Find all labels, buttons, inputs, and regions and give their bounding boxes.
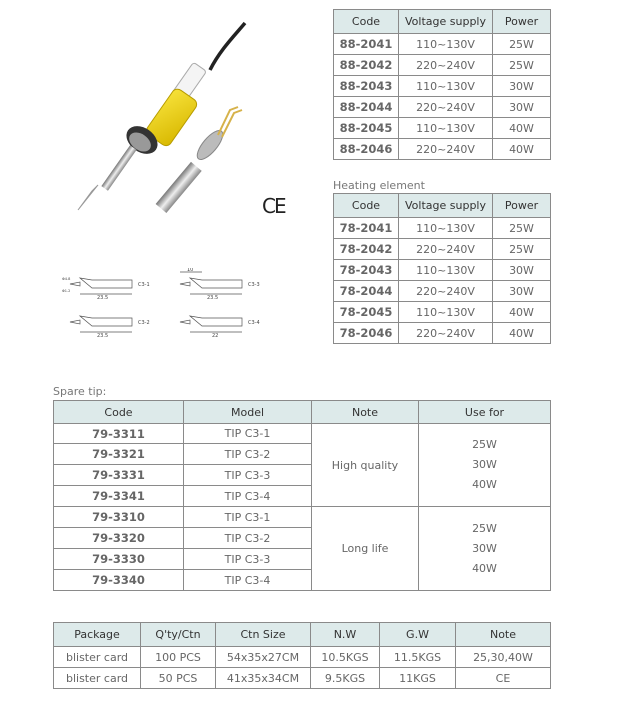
dim-label: 10 bbox=[187, 268, 194, 273]
table-row bbox=[334, 34, 551, 55]
code-cell: 79-3340 bbox=[54, 570, 184, 591]
power-cell: 40W bbox=[493, 139, 551, 160]
model-cell: TIP C3-3 bbox=[184, 549, 312, 570]
ce-mark: CE bbox=[262, 194, 285, 218]
note-cell: CE bbox=[456, 668, 551, 689]
voltage-cell: 110~130V bbox=[399, 34, 493, 55]
code-cell: 78-2043 bbox=[334, 260, 399, 281]
heating-table bbox=[333, 193, 551, 344]
power-cell: 30W bbox=[493, 281, 551, 302]
dim-label: 23.5 bbox=[97, 295, 109, 301]
table-row bbox=[54, 424, 551, 444]
tip-label: C3-1 bbox=[138, 282, 150, 288]
tip-label: C3-2 bbox=[138, 320, 150, 326]
code-cell: 78-2046 bbox=[334, 323, 399, 344]
tip-diagram bbox=[62, 268, 267, 340]
spare-tip-table bbox=[53, 400, 551, 591]
power-cell: 25W bbox=[493, 55, 551, 76]
voltage-cell: 110~130V bbox=[399, 76, 493, 97]
power-cell: 25W bbox=[493, 239, 551, 260]
table-row bbox=[334, 239, 551, 260]
col-header: Ctn Size bbox=[216, 623, 311, 647]
model-cell: TIP C3-2 bbox=[184, 444, 312, 465]
col-header: Code bbox=[334, 10, 399, 34]
voltage-cell: 220~240V bbox=[399, 323, 493, 344]
voltage-cell: 110~130V bbox=[399, 260, 493, 281]
voltage-cell: 110~130V bbox=[399, 118, 493, 139]
power-cell: 40W bbox=[493, 118, 551, 139]
use-for-value: 30W bbox=[472, 541, 497, 555]
gw-cell: 11KGS bbox=[380, 668, 456, 689]
model-cell: TIP C3-1 bbox=[184, 424, 312, 444]
table-row bbox=[334, 218, 551, 239]
ctn-size-cell: 54x35x27CM bbox=[216, 647, 311, 668]
table-row bbox=[334, 97, 551, 118]
package-cell: blister card bbox=[54, 668, 141, 689]
note-cell: Long life bbox=[312, 507, 419, 591]
code-cell: 78-2045 bbox=[334, 302, 399, 323]
table-row bbox=[334, 118, 551, 139]
nw-cell: 9.5KGS bbox=[311, 668, 380, 689]
power-cell: 30W bbox=[493, 97, 551, 118]
code-cell: 78-2042 bbox=[334, 239, 399, 260]
code-cell: 79-3311 bbox=[54, 424, 184, 444]
code-cell: 88-2045 bbox=[334, 118, 399, 139]
power-cell: 30W bbox=[493, 260, 551, 281]
table-row bbox=[334, 55, 551, 76]
soldering-iron-image bbox=[60, 15, 250, 215]
col-header: Q'ty/Ctn bbox=[141, 623, 216, 647]
col-header: Code bbox=[334, 194, 399, 218]
qty-cell: 50 PCS bbox=[141, 668, 216, 689]
model-cell: TIP C3-4 bbox=[184, 486, 312, 507]
use-for-value: 25W bbox=[472, 438, 497, 451]
qty-cell: 100 PCS bbox=[141, 647, 216, 668]
voltage-cell: 220~240V bbox=[399, 139, 493, 160]
col-header: G.W bbox=[380, 623, 456, 647]
table-row bbox=[334, 76, 551, 97]
col-header: Power bbox=[493, 10, 551, 34]
note-cell: High quality bbox=[312, 424, 419, 507]
code-cell: 79-3310 bbox=[54, 507, 184, 528]
table-row bbox=[54, 647, 551, 668]
col-header: Voltage supply bbox=[399, 194, 493, 218]
table-row bbox=[334, 323, 551, 344]
voltage-cell: 220~240V bbox=[399, 55, 493, 76]
table-row bbox=[334, 302, 551, 323]
code-cell: 79-3331 bbox=[54, 465, 184, 486]
code-cell: 78-2044 bbox=[334, 281, 399, 302]
nw-cell: 10.5KGS bbox=[311, 647, 380, 668]
voltage-cell: 220~240V bbox=[399, 281, 493, 302]
tip-label: C3-4 bbox=[248, 320, 260, 326]
code-cell: 79-3321 bbox=[54, 444, 184, 465]
voltage-cell: 220~240V bbox=[399, 239, 493, 260]
dim-label: 23.5 bbox=[97, 333, 109, 339]
table-row bbox=[54, 507, 551, 528]
ctn-size-cell: 41x35x34CM bbox=[216, 668, 311, 689]
code-cell: 79-3341 bbox=[54, 486, 184, 507]
power-cell: 25W bbox=[493, 218, 551, 239]
code-cell: 79-3320 bbox=[54, 528, 184, 549]
tip-label: C3-3 bbox=[248, 282, 260, 288]
power-cell: 25W bbox=[493, 34, 551, 55]
col-header: Package bbox=[54, 623, 141, 647]
use-for-value: 40W bbox=[472, 478, 497, 491]
gw-cell: 11.5KGS bbox=[380, 647, 456, 668]
col-header: Note bbox=[312, 401, 419, 424]
table-row bbox=[54, 668, 551, 689]
power-cell: 30W bbox=[493, 76, 551, 97]
power-cell: 40W bbox=[493, 302, 551, 323]
model-cell: TIP C3-1 bbox=[184, 507, 312, 528]
dim-label: 23.5 bbox=[207, 295, 219, 301]
package-table bbox=[53, 622, 551, 689]
col-header: Note bbox=[456, 623, 551, 647]
use-for-value: 25W bbox=[472, 521, 497, 535]
package-cell: blister card bbox=[54, 647, 141, 668]
code-cell: 78-2041 bbox=[334, 218, 399, 239]
code-cell: 88-2042 bbox=[334, 55, 399, 76]
model-cell: TIP C3-2 bbox=[184, 528, 312, 549]
code-cell: 79-3330 bbox=[54, 549, 184, 570]
heating-caption: Heating element bbox=[333, 179, 425, 192]
use-for-value: 30W bbox=[472, 458, 497, 471]
table-row bbox=[334, 281, 551, 302]
code-cell: 88-2044 bbox=[334, 97, 399, 118]
col-header: Model bbox=[184, 401, 312, 424]
iron-spec-table bbox=[333, 9, 551, 160]
table-row bbox=[334, 139, 551, 160]
dim-label: Φ1.2 bbox=[62, 289, 71, 293]
col-header: Voltage supply bbox=[399, 10, 493, 34]
use-for-value: 40W bbox=[472, 561, 497, 575]
table-row bbox=[334, 260, 551, 281]
dim-label: Φ4.8 bbox=[62, 277, 71, 281]
code-cell: 88-2041 bbox=[334, 34, 399, 55]
power-cell: 40W bbox=[493, 323, 551, 344]
voltage-cell: 110~130V bbox=[399, 302, 493, 323]
dim-label: 22 bbox=[212, 333, 219, 339]
use-for-cell bbox=[419, 507, 551, 591]
col-header: Power bbox=[493, 194, 551, 218]
voltage-cell: 110~130V bbox=[399, 218, 493, 239]
use-for-cell bbox=[419, 424, 551, 507]
model-cell: TIP C3-3 bbox=[184, 465, 312, 486]
col-header: Use for bbox=[419, 401, 551, 424]
code-cell: 88-2046 bbox=[334, 139, 399, 160]
col-header: Code bbox=[54, 401, 184, 424]
voltage-cell: 220~240V bbox=[399, 97, 493, 118]
col-header: N.W bbox=[311, 623, 380, 647]
code-cell: 88-2043 bbox=[334, 76, 399, 97]
spare-caption: Spare tip: bbox=[53, 385, 107, 398]
note-cell: 25,30,40W bbox=[456, 647, 551, 668]
model-cell: TIP C3-4 bbox=[184, 570, 312, 591]
